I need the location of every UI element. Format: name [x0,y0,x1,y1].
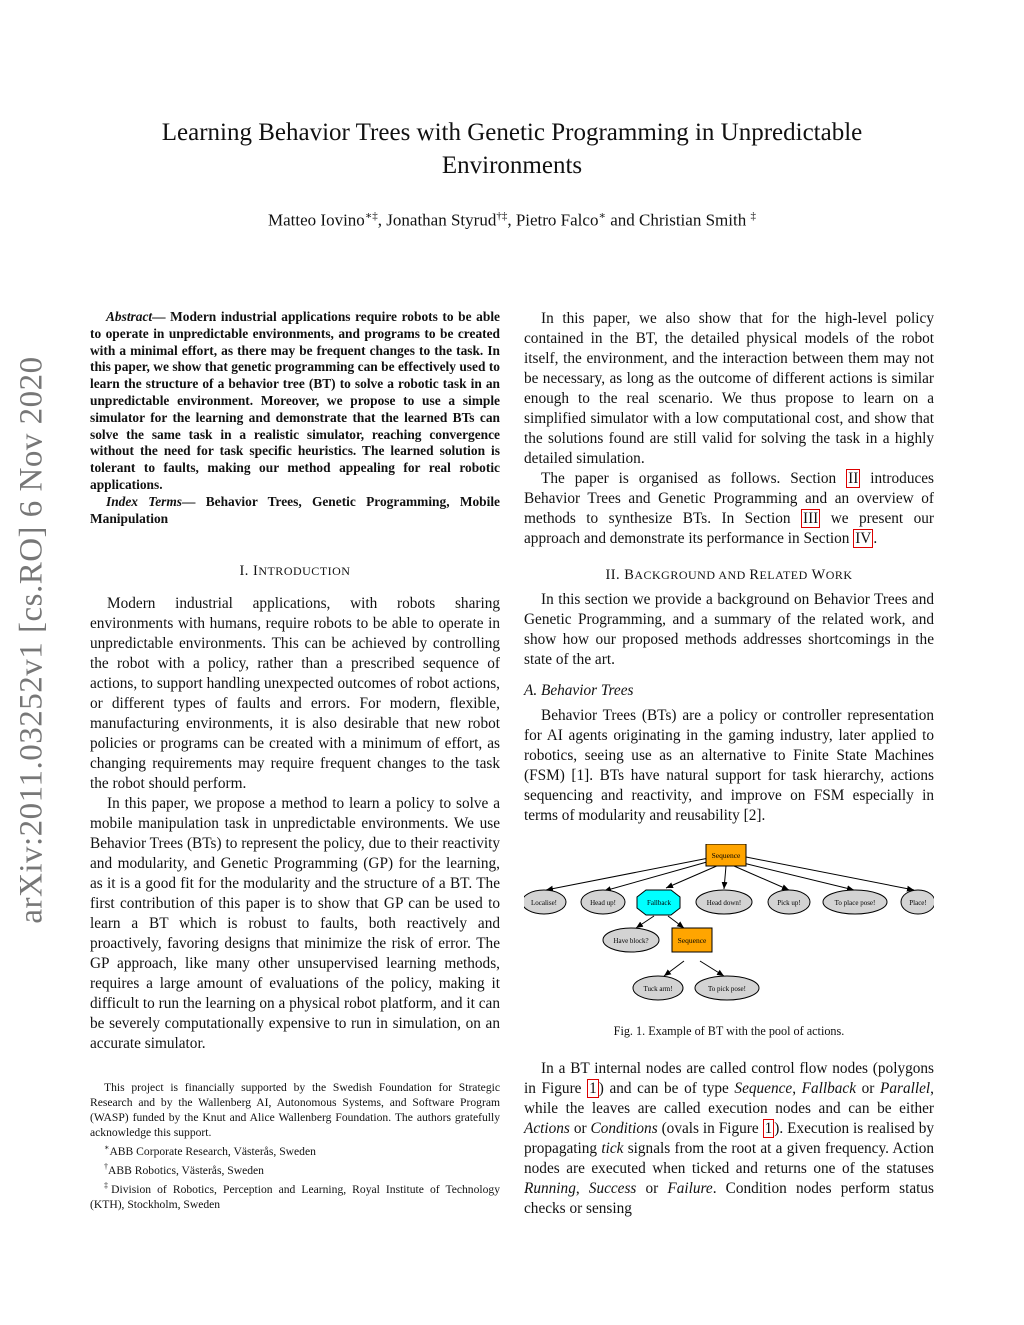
section-link-2[interactable]: II [848,470,859,487]
right-paragraph-2: The paper is organised as follows. Section II introduces Behavior Trees and Genetic Programming and an overview of methods to synthesize BTs. In Section III we present our approach and demonstrate its performance in Section IV . [524,470,935,547]
figure-link[interactable]: 1 [589,1080,597,1097]
section-link-3[interactable]: III [802,510,819,527]
title-line-1: Learning Behavior Trees with Genetic Programming in Unpredictable [161,119,863,146]
intro-paragraph-1: Modern industrial applications, with robots sharing environments with humans, require robots to be able to operate in unpredictable environments. This can be achieved by controlling the robot with a policy, rather than a prescribed sequence of actions, to support handling unexpected outcomes of robot actions, or different types of faults and errors. For modern, flexible, manufacturing environments, it is also desirable that new robot policies or programs can be created with a minimum of effort, as changing requirements may require frequent changes to the task the robot should perform. [90,595,500,793]
node-label: Have block? [613,937,649,945]
arxiv-identifier: arXiv:2011.03252v1 [cs.RO] 6 Nov 2020 [13,356,50,924]
node-label: Sequence [677,936,707,945]
right-paragraph-1: In this paper, we also show that for the high-level policy contained in the BT, the detailed physical models of the robot itself, the environment, and the interaction between them may not be necessary, as long as the outcome of different actions is similar enough to the real scenario. We thus propose to learn on a simplified simulator with a low computational cost, and show that the solutions found are still valid for solving the task in a highly detailed simulation. [524,310,934,467]
bt-diagram-svg [524,844,934,1014]
diagram-edges [546,857,914,976]
subsection-heading-behavior-trees: A. Behavior Trees [524,682,634,699]
node-label: Head up! [590,899,616,907]
abstract-text: Modern industrial applications require robots to be able to operate in unpredictable environments, and programs to be created with a minimal effort, as there may be frequent changes to the task. In this paper, we show that genetic programming can be effectively used to learn the structure of a behavior tree (BT) to solve a robotic task in an unpredictable environment. Moreover, we propose to use a simple simulator for the learning and demonstrate that the learned BTs can solve the same task in a realistic simulator, reaching convergence without the need for task specific heuristics. The learned solution is tolerant to faults, making our method appealing for real robotic applications. [90,309,500,492]
affiliation-footnote-1: ∗ABB Corporate Research, Västerås, Sweden [104,1143,316,1159]
author-marks: ∗ [598,210,606,222]
intro-paragraph-2: In this paper, we propose a method to learn a policy to solve a mobile manipulation task in unpredictable environments. We use Behavior Trees (BTs) to represent the policy, due to their reactivity and modularity, and Genetic Programming (GP) for the learning, as it is a good fit for the modularity and the structure of a BT. The first contribution of this paper is to show that GP can be used to learn a BT which is robust to faults, both reactively and proactively, favoring designs that minimize the risk of error. The GP approach, like many other unsupervised learning methods, requires a large amount of evaluations of the policy, making it difficult to run the learning on a physical robot platform, and it can be severely computationally expensive to run in simulation, on an accurate simulator. [90,795,500,1053]
author-marks: ∗‡ [364,210,378,222]
left-column [90,309,500,1212]
edge-root-pickup [734,866,789,890]
edge-root-localise [546,857,714,890]
index-terms-dash: — [182,493,206,509]
author-separator: , [507,210,516,230]
author-list [100,209,924,231]
author-separator: and [605,210,639,230]
affiliation-footnote-3: ‡Division of Robotics, Perception and Learning, Royal Institute of Technology (KTH), Stockholm, Sweden [90,1181,501,1211]
node-label: To place pose! [834,899,876,907]
author-name: Jonathan Styrud [386,210,497,230]
edge-sequence2-tuckarm [664,961,684,976]
node-label: Tuck arm! [643,985,673,993]
node-label: Localise! [530,899,558,907]
affiliation-footnote-2: †ABB Robotics, Västerås, Sweden [104,1162,264,1178]
index-terms-label: Index Terms [106,493,183,509]
author-separator: , [377,210,387,230]
author-marks: †‡ [496,210,508,222]
figure-link[interactable]: 1 [764,1120,773,1137]
figure-1-bt-diagram [524,844,934,1014]
node-label: Place! [909,899,927,907]
edge-root-place [746,857,914,890]
figure-caption: Fig. 1. Example of BT with the pool of actions. [613,1024,845,1038]
node-label: Head down! [706,899,742,907]
edge-root-headdown [724,866,726,889]
edge-sequence2-topickpose [700,961,724,976]
author-name: Christian Smith [639,210,747,230]
edge-root-fallback [666,865,719,888]
section-heading-introduction: I. INTRODUCTION [239,563,351,580]
node-label: Sequence [711,851,741,860]
bt-nodes-paragraph: In a BT internal nodes are called control flow nodes (polygons in Figure 1 ) and can be of type Sequence, Fallback or Parallel, while the leaves are called execution nodes and can be either Actions or Conditions (ovals in Figure 1 ). Execution is realised by propagating tick signals from the root at a given frequency. Action nodes are executed when ticked and returns one of the statuses Running, Success or Failure. Condition nodes perform status checks or sensing [524,1060,935,1217]
abstract-dash: — [152,309,171,324]
section-heading-background: II. BACKGROUND AND RELATED WORK [605,567,853,583]
node-label: Fallback [646,899,672,907]
edge-fallback-haveblock [636,916,654,928]
node-label: Pick up! [777,899,801,907]
background-paragraph: In this section we provide a background on Behavior Trees and Genetic Programming, and a summary of the related work, and show how our proposed methods addresses shortcomings in the state of the art. [524,591,934,668]
index-terms [90,494,500,528]
paper-title [100,116,924,182]
author-marks: ‡ [750,210,756,222]
right-column [524,309,934,1219]
author-name: Pietro Falco [515,210,599,230]
abstract [90,309,500,494]
funding-footnote: This project is financially supported by the Swedish Foundation for Strategic Research and by the Wallenberg AI, Autonomous Systems, and Software Program (WASP) funded by the Knut and Alice Wallenberg Foundation. The authors gratefully acknowledge this support. [90,1081,500,1140]
node-label: To pick pose! [707,985,747,993]
abstract-label: Abstract [106,309,153,324]
arxiv-sidebar [10,350,54,930]
section-link-4[interactable]: IV [855,530,872,547]
author-name: Matteo Iovino [268,210,365,230]
edge-fallback-sequence2 [668,916,684,928]
index-terms-text: Behavior Trees, Genetic Programming, Mobile Manipulation [90,493,500,526]
title-line-2: Environments [441,152,583,179]
behavior-trees-paragraph: Behavior Trees (BTs) are a policy or controller representation for AI agents originating in the gaming industry, later applied to robotics, seeing use as an alternative to Finite State Machines (FSM) [1]. BTs have natural support for task hierarchy, actions sequencing and reactivity, and improve on FSM especially in terms of modularity and reusability [2]. [524,707,934,824]
